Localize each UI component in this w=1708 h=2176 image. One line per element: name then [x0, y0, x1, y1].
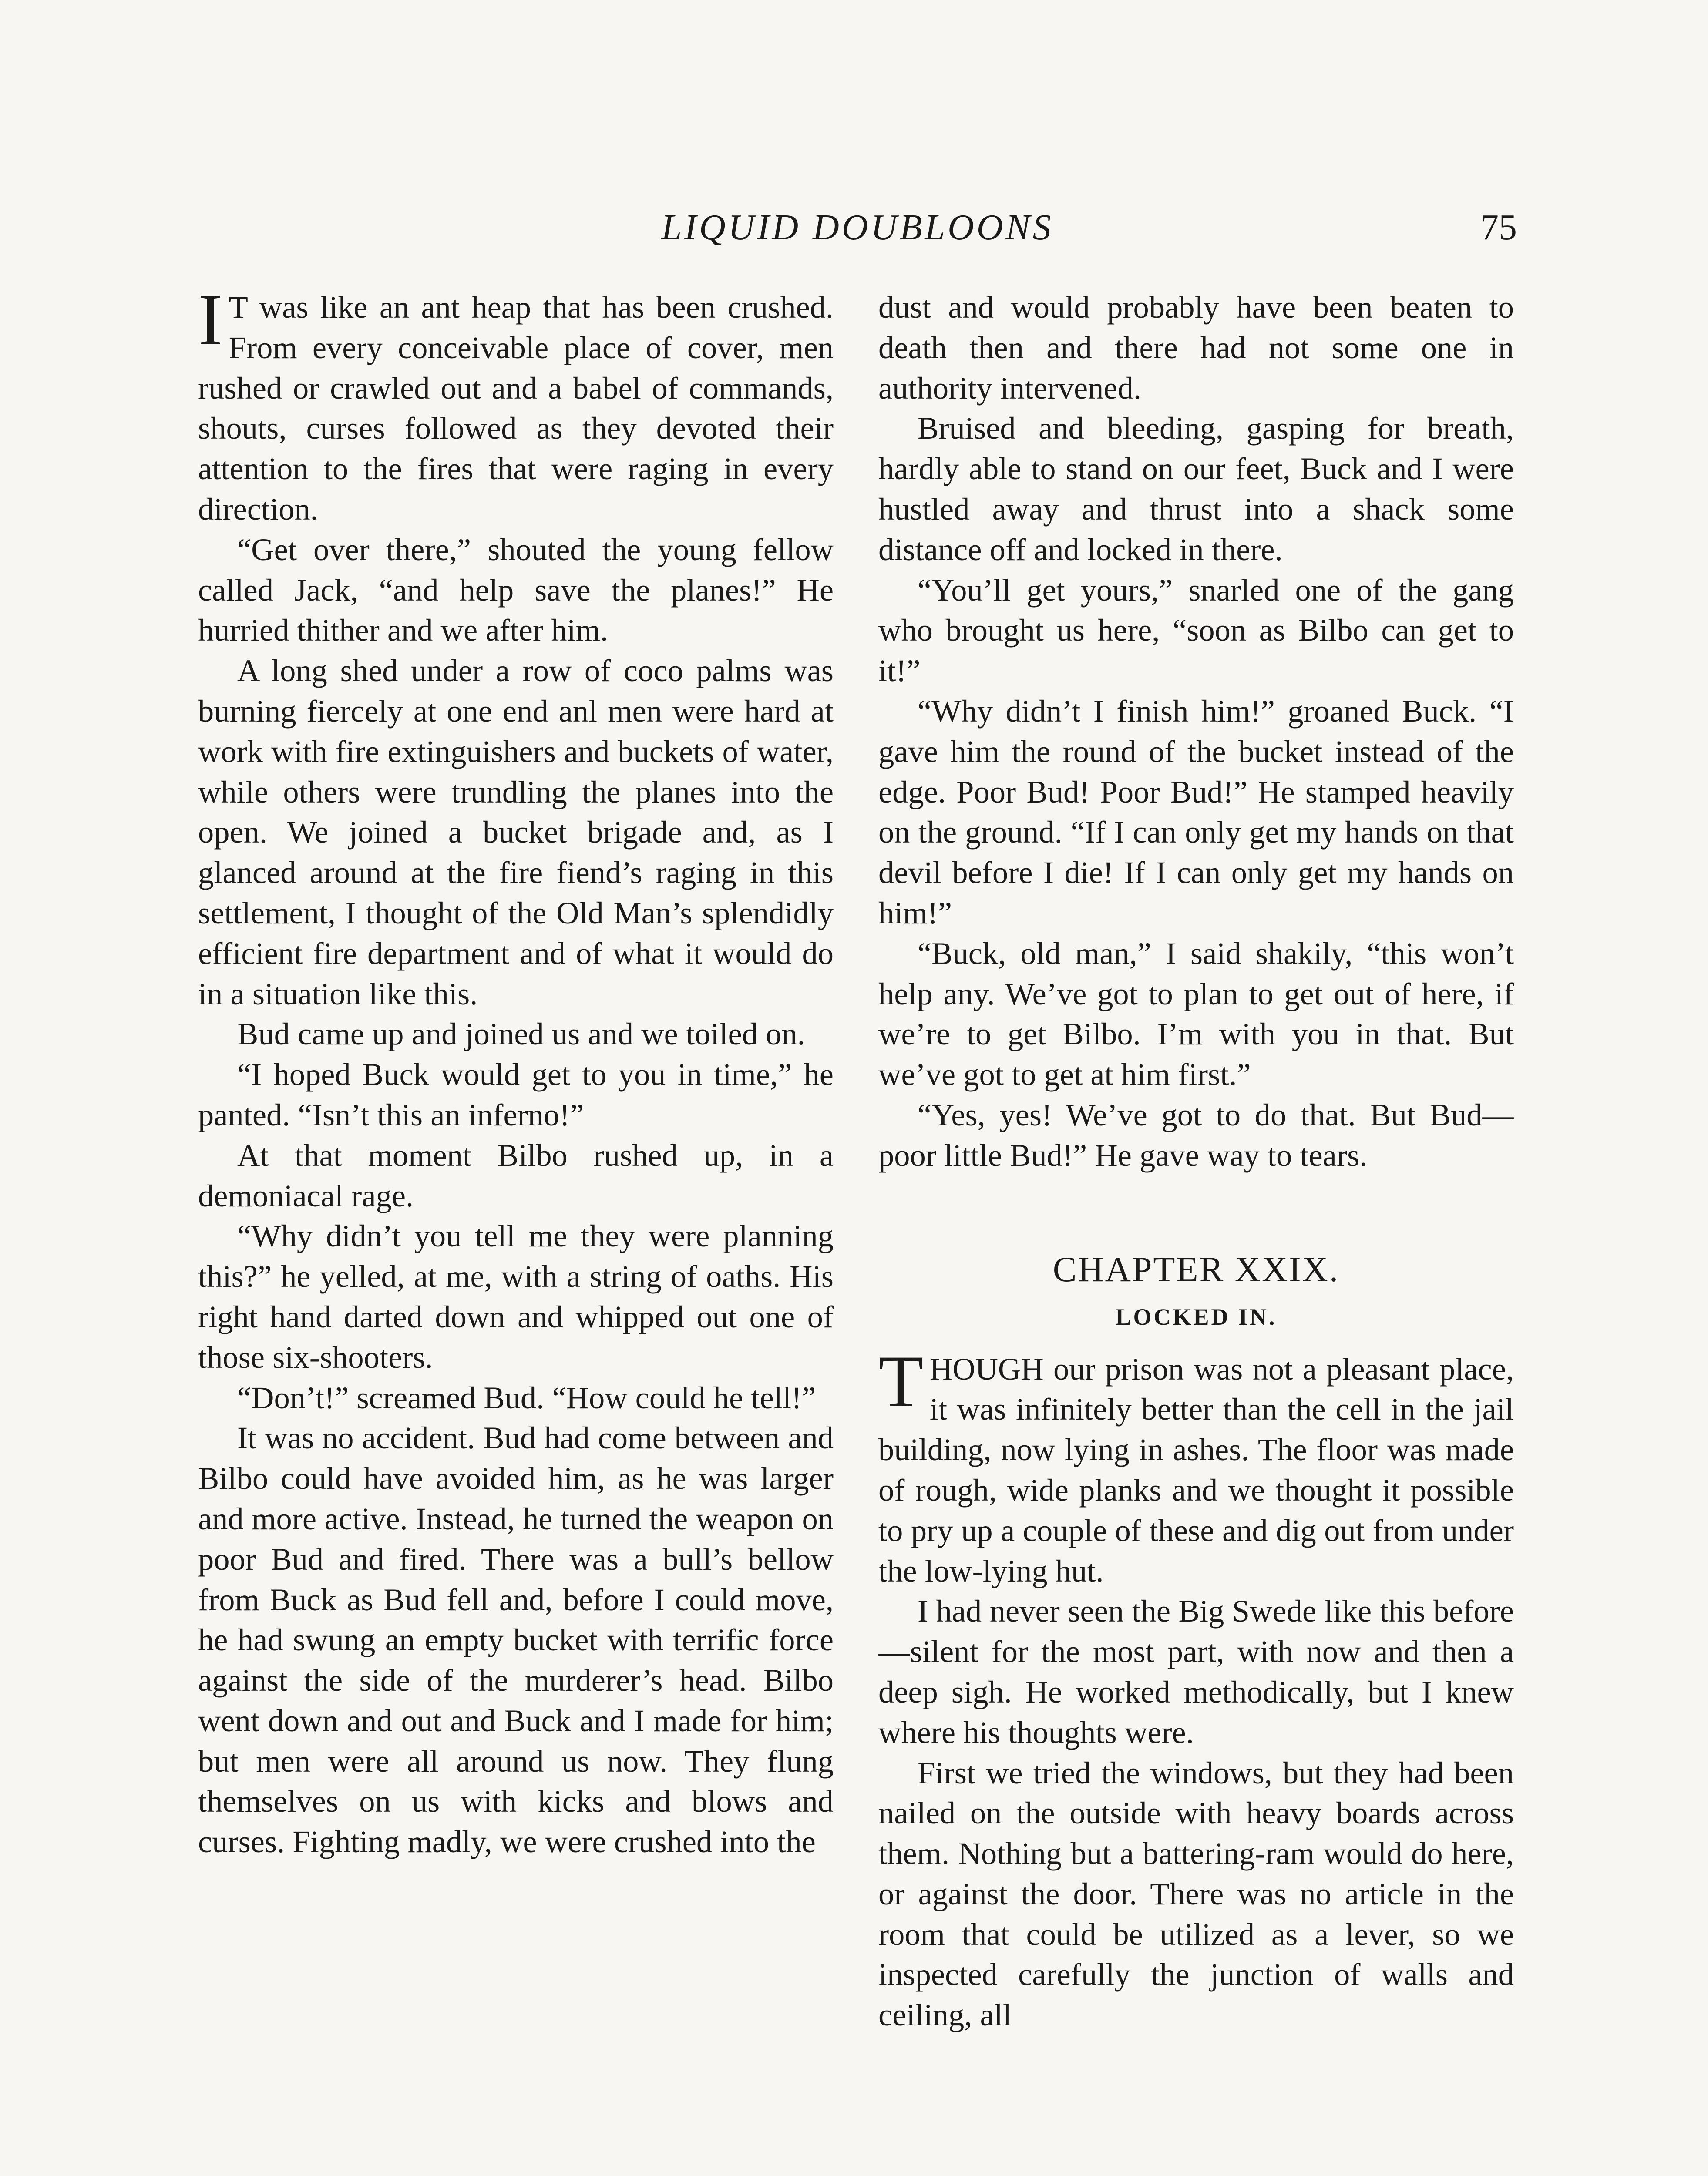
running-title: LIQUID DOUBLOONS — [661, 207, 1054, 248]
chapter-subtitle: LOCKED IN. — [1115, 1303, 1277, 1330]
paragraph: Bruised and bleeding, gasping for breath, hardly able to stand on our feet, Buck and I were hustled away and thrust into a shack some distance off and locked in there. — [878, 410, 1514, 567]
drop-cap: T — [878, 1340, 924, 1422]
paragraph: “Why didn’t I finish him!” groaned Buck. “I gave him the round of the bucket instead of the edge. Poor Bud! Poor Bud!” He stamped heavily on the ground. “If I can only get my hands on that devil before I die! If I can only get my hands on him!” — [878, 693, 1514, 930]
paragraph: First we tried the windows, but they had been nailed on the outside with heavy boards across them. Nothing but a battering-ram would do here, or against the door. There was no article in the room that could be utilized as a lever, so we inspected carefully the junction of walls and ceiling, all — [878, 1755, 1514, 2033]
paragraph: “Why didn’t you tell me they were planning this?” he yelled, at me, with a string of oaths. His right hand darted down and whipped out one of those six-shooters. — [198, 1218, 834, 1375]
left-column — [198, 279, 834, 1862]
paragraph: A long shed under a row of coco palms was burning fiercely at one end anl men were hard at work with fire extinguishers and buckets of water, while others were trundling the planes into the open. We joined a bucket brigade and, as I glanced around at the fire fiend’s raging in this settlement, I thought of the Old Man’s splendidly efficient fire department and of what it would do in a situation like this. — [198, 653, 834, 1011]
chapter-opening-paragraph — [878, 1340, 1514, 1592]
continued-paragraph: dust and would probably have been beaten to death then and there had not some one in authority intervened. — [878, 289, 1514, 406]
paragraph: At that moment Bilbo rushed up, in a demoniacal rage. — [198, 1137, 834, 1213]
page-header — [198, 204, 1517, 252]
chapter-opening-text: HOUGH our prison was not a pleasant place, it was infinitely better than the cell in the jail building, now lying in ashes. The floor was made of rough, wide planks and we thought it possible to pry up a couple of these and dig out from under the low-lying hut. — [878, 1351, 1514, 1588]
paragraph: “You’ll get yours,” snarled one of the gang who brought us here, “soon as Bilbo can get to it!” — [878, 572, 1514, 688]
paragraph: “Don’t!” screamed Bud. “How could he tell!” — [237, 1380, 816, 1415]
paragraph: “I hoped Buck would get to you in time,” he panted. “Isn’t this an inferno!” — [198, 1057, 834, 1132]
drop-cap: I — [198, 279, 223, 360]
opening-paragraph — [198, 279, 834, 530]
chapter-heading: CHAPTER XXIX. — [1052, 1249, 1340, 1289]
paragraph: It was no accident. Bud had come between and Bilbo could have avoided him, as he was larger and more active. Instead, he turned the weapon on poor Bud and fired. There was a bull’s bellow from Buck as Bud fell and, before I could move, he had swung an empty bucket with terrific force against the side of the murderer’s head. Bilbo went down and out and Buck and I made for him; but men were all around us now. They flung themselves on us with kicks and blows and curses. Fighting madly, we were crushed into the — [198, 1420, 834, 1860]
paragraph: “Yes, yes! We’ve got to do that. But Bud—poor little Bud!” He gave way to tears. — [878, 1097, 1514, 1173]
page-number: 75 — [1480, 207, 1517, 248]
paragraph: “Get over there,” shouted the young fellow called Jack, “and help save the planes!” He hurried thither and we after him. — [198, 531, 834, 648]
opening-paragraph-text: T was like an ant heap that has been crushed. From every conceivable place of cover, men rushed or crawled out and a babel of commands, shouts, curses followed as they devoted their attention to the fires that were raging in every direction. — [198, 289, 834, 527]
paragraph: Bud came up and joined us and we toiled on. — [237, 1016, 805, 1052]
paragraph: “Buck, old man,” I said shakily, “this won’t help any. We’ve got to plan to get out of here, if we’re to get Bilbo. I’m with you in that. But we’ve got to get at him first.” — [878, 935, 1514, 1092]
paragraph: I had never seen the Big Swede like this before—silent for the most part, with now and then a deep sigh. He worked methodically, but I knew where his thoughts were. — [878, 1593, 1514, 1750]
right-column — [878, 287, 1514, 2035]
